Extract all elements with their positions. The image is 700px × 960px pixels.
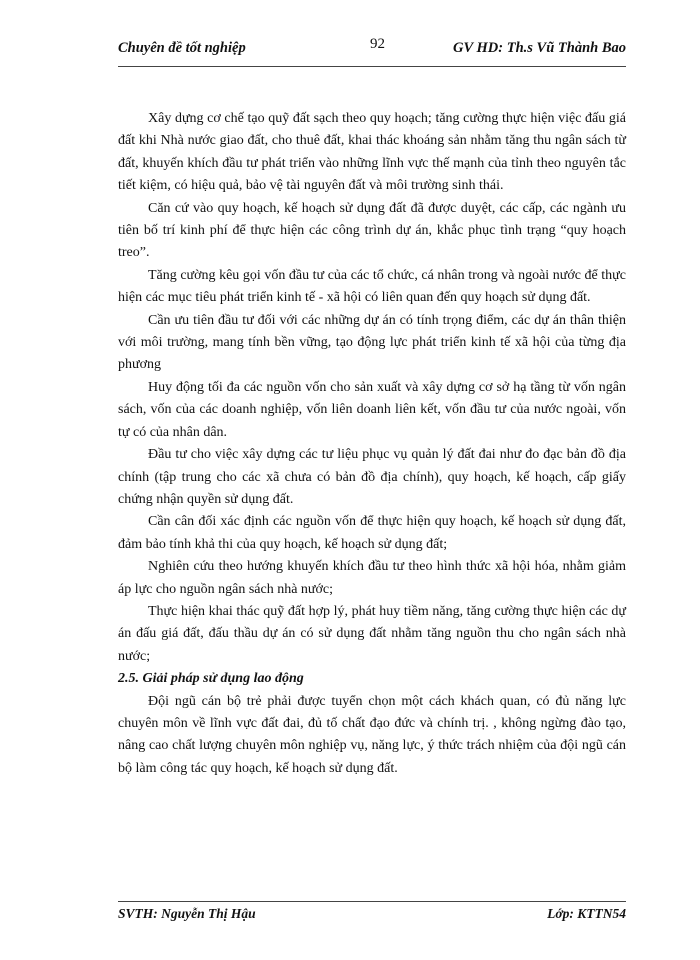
body-paragraph: Cần ưu tiên đầu tư đối với các những dự án có tính trọng điểm, các dự án thân thiện với môi trường, mang tính bền vững, tạo động lực phát triển kinh tế xã hội của từng địa phương [118,312,626,373]
footer-divider [118,901,626,902]
footer-class: Lớp: KTTN54 [547,906,626,921]
body-paragraph: Đầu tư cho việc xây dựng các tư liệu phục vụ quản lý đất đai như đo đạc bản đồ địa chính (tập trung cho các xã chưa có bản đồ địa chính), quy hoạch, kế hoạch, cấp giấy chứng nhận quyền sử dụng đất. [118,447,626,507]
body-paragraph: Tăng cường kêu gọi vốn đầu tư của các tổ chức, cá nhân trong và ngoài nước để thực hiện các mục tiêu phát triển kinh tế - xã hội có liên quan đến quy hoạch sử dụng đất. [118,267,626,306]
page-number: 92 [370,36,385,52]
body-paragraph: Xây dựng cơ chế tạo quỹ đất sạch theo quy hoạch; tăng cường thực hiện việc đấu giá đất khi Nhà nước giao đất, cho thuê đất, khai thác khoáng sản nhằm tăng thu ngân sách từ đất, khuyến khích đầu tư phát triển vào những lĩnh vực thế mạnh của tỉnh theo nguyên tắc tiết kiệm, có hiệu quả, bảo vệ tài nguyên đất và môi trường sinh thái. [118,111,626,194]
body-paragraph: Huy động tối đa các nguồn vốn cho sản xuất và xây dựng cơ sở hạ tầng từ vốn ngân sách, vốn của các doanh nghiệp, vốn liên doanh liên kết, vốn đầu tư của nước ngoài, vốn tự có của nhân dân. [118,379,626,440]
body-paragraph: Căn cứ vào quy hoạch, kế hoạch sử dụng đất đã được duyệt, các cấp, các ngành ưu tiên bố trí kinh phí để thực hiện các công trình dự án, khắc phục tình trạng “quy hoạch treo”. [118,200,626,261]
body-paragraph: Nghiên cứu theo hướng khuyến khích đầu tư theo hình thức xã hội hóa, nhằm giảm áp lực cho nguồn ngân sách nhà nước; [118,559,626,597]
header-advisor: GV HD: Th.s Vũ Thành Bao [453,40,626,56]
section-paragraph: Đội ngũ cán bộ trẻ phải được tuyển chọn một cách khách quan, có đủ năng lực chuyên môn về lĩnh vực đất đai, đủ tố chất đạo đức và chính trị. , không ngừng đào tạo, nâng cao chất lượng chuyên môn nghiệp vụ, năng lực, ý thức trách nhiệm của đội ngũ cán bộ làm công tác quy hoạch, kế hoạch sử dụng đất. [118,693,626,776]
footer-student: SVTH: Nguyễn Thị Hậu [118,906,256,921]
body-paragraph: Thực hiện khai thác quỹ đất hợp lý, phát huy tiềm năng, tăng cường thực hiện các dự án đấu giá đất, đấu thầu dự án có sử dụng đất nhằm tăng nguồn thu cho ngân sách nhà nước; [118,603,626,664]
section-heading: 2.5. Giải pháp sử dụng lao động [118,671,304,687]
header-topic: Chuyên đề tốt nghiệp [118,40,246,56]
page-body [118,108,626,780]
page-header [118,36,626,62]
body-paragraph: Cần cân đối xác định các nguồn vốn để thực hiện quy hoạch, kế hoạch sử dụng đất, đảm bảo tính khả thi của quy hoạch, kế hoạch sử dụng đất; [118,514,626,552]
header-divider [118,66,626,67]
page-footer [118,906,626,926]
